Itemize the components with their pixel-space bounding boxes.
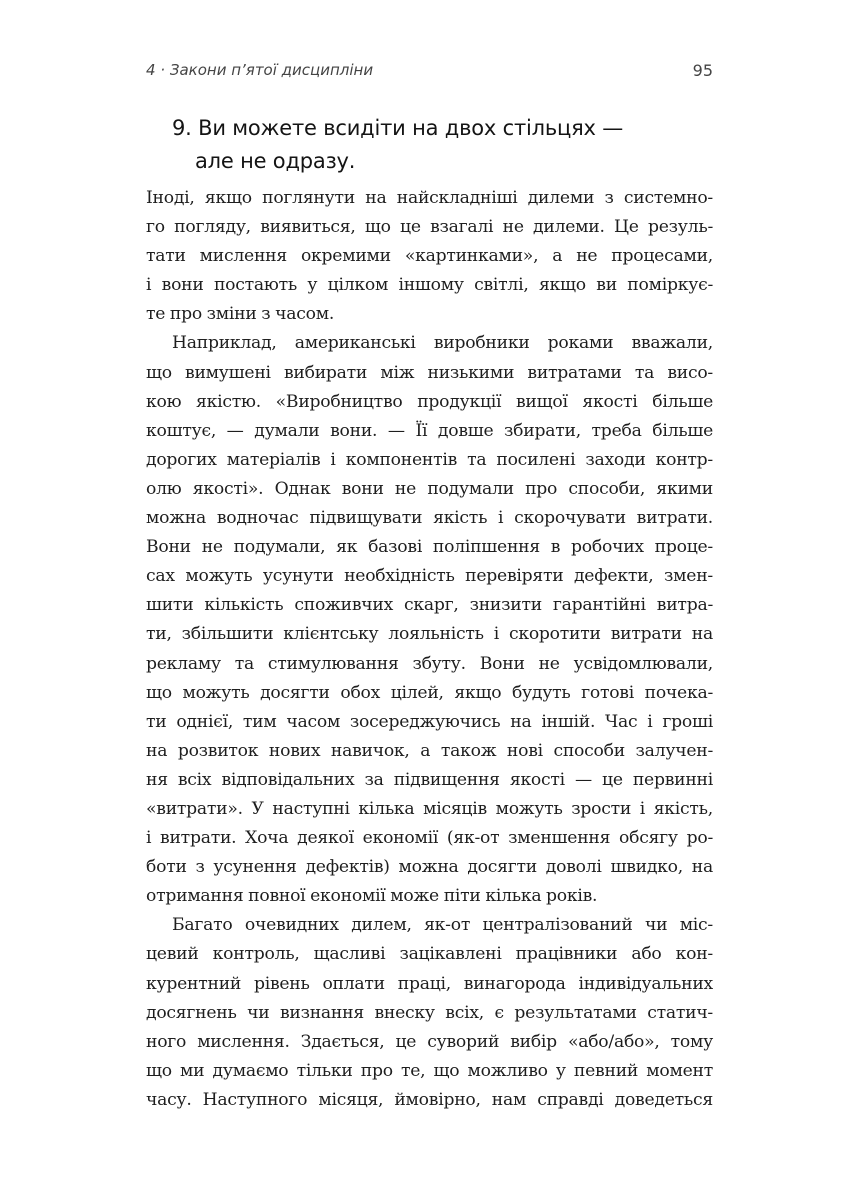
text-line: ти, збільшити клієнтську лояльність і скоротити витрати на: [146, 624, 713, 645]
text-line: Іноді, якщо поглянути на найскладніші дилеми з системно-: [146, 188, 713, 208]
text-line: можна водночас підвищувати якість і скорочувати витрати.: [146, 508, 713, 529]
paragraph: [146, 911, 713, 1115]
text-line: що вимушені вибирати між низькими витратами та висо-: [146, 362, 713, 383]
text-line: ня всіх відповідальних за підвищення якості — це первинні: [146, 769, 713, 790]
text-line: і витрати. Хоча деякої економії (як-от зменшення обсягу ро-: [146, 828, 713, 849]
paragraph: [146, 329, 713, 911]
text-line: боти з усунення дефектів) можна досягти доволі швидко, на: [146, 857, 713, 878]
page-number: 95: [692, 61, 713, 80]
text-line: Багато очевидних дилем, як-от централізований чи міс-: [172, 915, 713, 936]
body-text: [146, 184, 713, 1115]
text-line: цевий контроль, щасливі зацікавлені працівники або кон-: [146, 944, 713, 965]
text-line: що ми думаємо тільки про те, що можливо у певний момент: [146, 1060, 713, 1081]
text-line: часу. Наступного місяця, ймовірно, нам справді доведеться: [146, 1089, 713, 1110]
text-line: курентний рівень оплати праці, винагорода індивідуальних: [146, 973, 713, 994]
section-heading: [172, 112, 712, 178]
text-line: дорогих матеріалів і компонентів та посилені заходи контр-: [146, 449, 713, 470]
text-line: олю якості». Однак вони не подумали про способи, якими: [146, 478, 713, 499]
text-line: те про зміни з часом.: [146, 304, 335, 325]
text-line: тати мислення окремими «картинками», а не процесами,: [146, 246, 713, 267]
text-line: рекламу та стимулювання збуту. Вони не усвідомлювали,: [146, 653, 713, 674]
heading-line-2: але не одразу.: [195, 149, 356, 173]
text-line: сах можуть усунути необхідність перевіряти дефекти, змен-: [146, 566, 713, 587]
running-head: [146, 61, 713, 85]
text-line: що можуть досягти обох цілей, якщо будуть готові почека-: [146, 682, 713, 703]
text-line: ти однієї, тим часом зосереджуючись на іншій. Час і гроші: [146, 711, 713, 732]
chapter-title: 4 · Закони п’ятої дисципліни: [146, 61, 374, 79]
text-line: отримання повної економії може піти кілька років.: [146, 886, 598, 907]
text-line: і вони постають у цілком іншому світлі, якщо ви поміркує-: [146, 275, 713, 296]
text-line: ного мислення. Здається, це суворий вибір «або/або», тому: [146, 1031, 713, 1052]
text-line: на розвиток нових навичок, а також нові способи залучен-: [146, 740, 713, 761]
text-line: «витрати». У наступні кілька місяців можуть зрости і якість,: [146, 798, 713, 819]
text-line: кою якістю. «Виробництво продукції вищої якості більше: [146, 391, 713, 412]
text-line: шити кількість споживчих скарг, знизити гарантійні витра-: [146, 595, 713, 616]
text-line: Наприклад, американські виробники роками вважали,: [172, 333, 713, 354]
text-line: коштує, — думали вони. — Її довше збирати, треба більше: [146, 420, 713, 441]
heading-line-1: 9. Ви можете всидіти на двох стільцях —: [172, 116, 624, 140]
text-line: досягнень чи визнання внеску всіх, є результатами статич-: [146, 1002, 713, 1023]
text-line: го погляду, виявиться, що це взагалі не дилеми. Це резуль-: [146, 217, 713, 238]
text-line: Вони не подумали, як базові поліпшення в робочих проце-: [146, 537, 713, 558]
paragraph: [146, 184, 713, 329]
